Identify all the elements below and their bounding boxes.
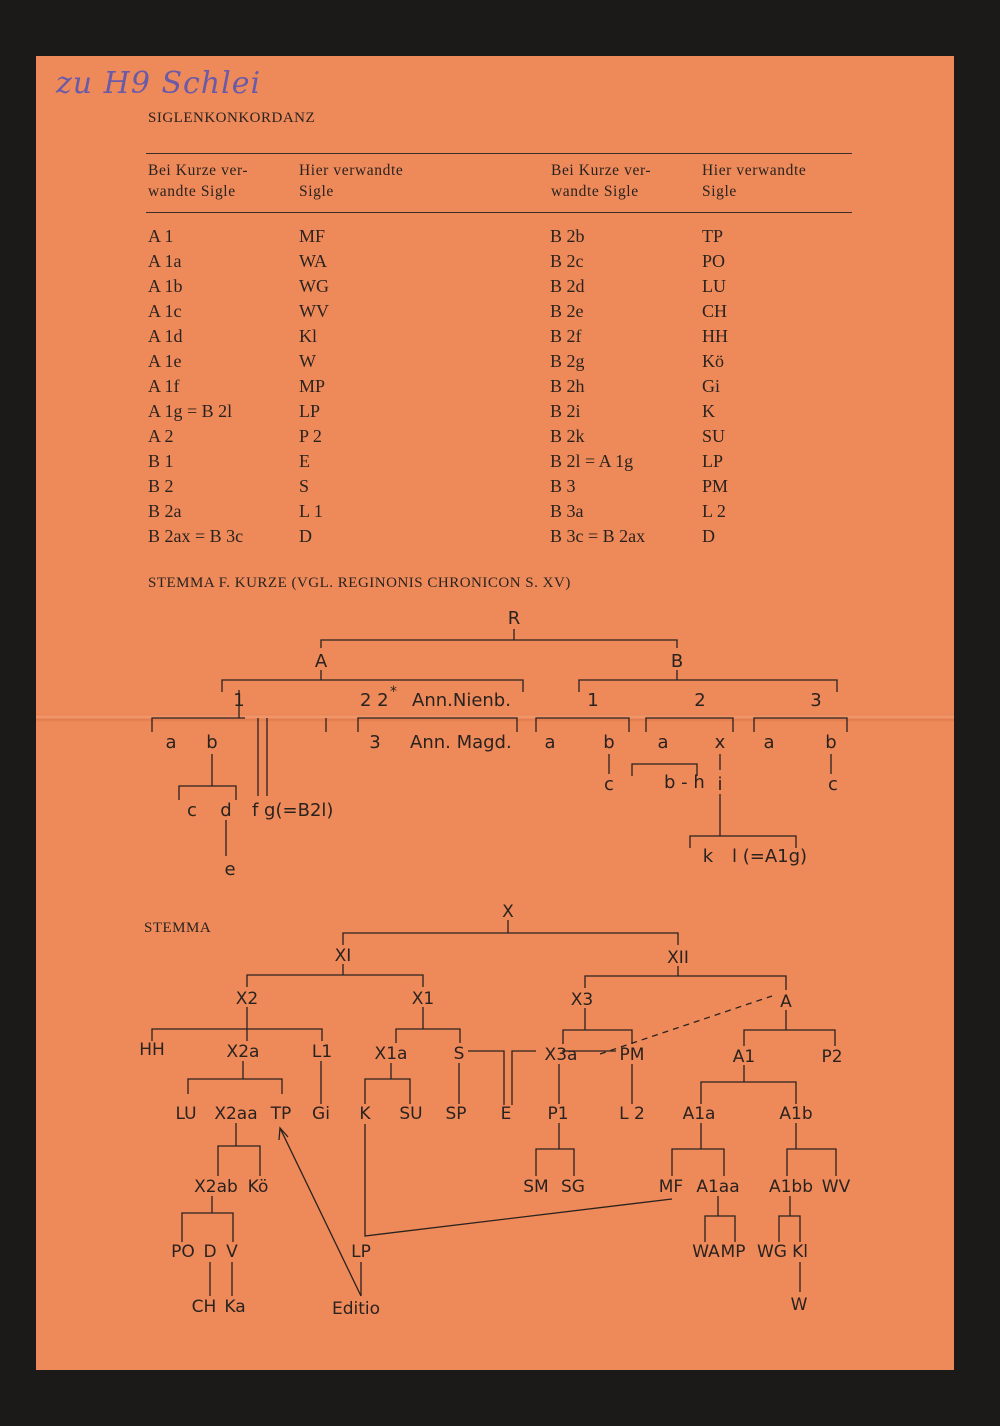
node-P1: P1 <box>547 1104 569 1124</box>
table-cell: A 2 <box>148 426 174 446</box>
table-cell: WA <box>299 251 327 271</box>
node-A1a: A1a <box>682 1104 716 1124</box>
node-c: c <box>187 800 197 821</box>
node-X: X <box>502 902 514 922</box>
table-cell: Kl <box>299 326 317 346</box>
table-cell: B 2i <box>550 401 581 421</box>
table-cell: MF <box>299 226 326 246</box>
node-Gi: Gi <box>312 1104 330 1124</box>
table-cell: LP <box>702 451 724 471</box>
siglen-title: SIGLENKONKORDANZ <box>148 110 316 126</box>
table-cell: Gi <box>702 376 720 396</box>
node-b1-b: b <box>603 732 615 753</box>
table-cell: PO <box>702 251 726 271</box>
node-a1-b: b <box>206 732 218 753</box>
table-cell: A 1b <box>148 276 183 296</box>
node-i: i <box>717 774 723 795</box>
table-cell: Kö <box>702 351 724 371</box>
node-X1a: X1a <box>374 1044 408 1064</box>
node-SP: SP <box>445 1104 467 1124</box>
node-Kl: Kl <box>792 1242 808 1262</box>
table-cell: A 1c <box>148 301 182 321</box>
table-cell: B 2ax = B 3c <box>148 526 244 546</box>
node-k: k <box>702 846 714 867</box>
node-l: l (=A1g) <box>732 846 808 867</box>
node-WG: WG <box>757 1242 787 1262</box>
table-cell: L 2 <box>702 501 726 521</box>
node-X3: X3 <box>570 990 594 1010</box>
node-X2: X2 <box>235 989 259 1009</box>
node-PO: PO <box>171 1242 195 1262</box>
node-XI: XI <box>334 946 352 966</box>
node-R: R <box>507 608 521 629</box>
node-X1: X1 <box>411 989 435 1009</box>
node-b2-a: a <box>657 732 669 753</box>
table-cell: B 2e <box>550 301 584 321</box>
node-HH: HH <box>139 1040 165 1060</box>
table-cell: B 3 <box>550 476 576 496</box>
node-WV: WV <box>821 1177 851 1197</box>
node-A-1: 1 <box>233 690 245 711</box>
table-cell: B 2k <box>550 426 585 446</box>
node-X2a: X2a <box>226 1042 260 1062</box>
table-cell: B 2g <box>550 351 585 371</box>
node-LU: LU <box>175 1104 197 1124</box>
table-cell: L 1 <box>299 501 323 521</box>
node-b3-c: c <box>828 774 838 795</box>
node-b1-c: c <box>604 774 614 795</box>
node-Ko: Kö <box>247 1177 269 1197</box>
node-D: D <box>203 1242 217 1262</box>
table-cell: E <box>299 451 310 471</box>
node-A1b: A1b <box>779 1104 813 1124</box>
table-cell: A 1 <box>148 226 174 246</box>
table-cell: A 1f <box>148 376 180 396</box>
header-right-hier: Hier verwandte Sigle <box>702 162 807 200</box>
table-cell: A 1d <box>148 326 183 346</box>
node-S: S <box>453 1044 465 1064</box>
node-XII: XII <box>667 948 689 968</box>
node-B-1: 1 <box>587 690 599 711</box>
table-cell: S <box>299 476 310 496</box>
node-A1aa: A1aa <box>696 1177 740 1197</box>
table-cell: B 1 <box>148 451 174 471</box>
table-cell: B 2l = A 1g <box>550 451 634 471</box>
table-cell: B 2d <box>550 276 585 296</box>
node-B-3: 3 <box>810 690 822 711</box>
node-SG: SG <box>561 1177 585 1197</box>
node-P2: P2 <box>821 1047 843 1067</box>
node-d: d <box>220 800 232 821</box>
node-X2aa: X2aa <box>214 1104 258 1124</box>
node-L1: L1 <box>311 1042 333 1062</box>
table-cell: P 2 <box>299 426 322 446</box>
node-MP: MP <box>720 1242 746 1262</box>
header-right-kurze: Bei Kurze ver- wandte Sigle <box>551 162 652 200</box>
node-X2ab: X2ab <box>194 1177 238 1197</box>
node-B: B <box>670 651 684 672</box>
node-CH: CH <box>191 1297 217 1317</box>
table-cell: HH <box>702 326 728 346</box>
node-fg: f g(=B2l) <box>252 800 334 821</box>
table-cell: B 2h <box>550 376 585 396</box>
handwritten-annotation: zu H9 Schlei <box>56 66 262 101</box>
node-e: e <box>224 859 236 880</box>
stemma2-title: STEMMA <box>144 920 212 936</box>
table-cell: LU <box>702 276 726 296</box>
table-cell: D <box>702 526 715 546</box>
table-cell: B 2f <box>550 326 582 346</box>
table-cell: PM <box>702 476 729 496</box>
table-cell: B 3a <box>550 501 584 521</box>
header-left-hier: Hier verwandte Sigle <box>299 162 404 200</box>
table-cell: MP <box>299 376 326 396</box>
table-cell: W <box>299 351 316 371</box>
header-left-kurze: Bei Kurze ver- wandte Sigle <box>148 162 249 200</box>
node-ann-nienb: Ann.Nienb. <box>412 690 511 711</box>
node-b3-b: b <box>825 732 837 753</box>
node-X3a: X3a <box>544 1045 578 1065</box>
node-WA: WA <box>692 1242 720 1262</box>
node-ann-magd: Ann. Magd. <box>410 732 512 753</box>
node-K: K <box>359 1104 371 1124</box>
node-V: V <box>226 1242 238 1262</box>
node-A1: A1 <box>732 1047 756 1067</box>
table-cell: A 1a <box>148 251 182 271</box>
table-cell: A 1g = B 2l <box>148 401 233 421</box>
table-cell: B 2 <box>148 476 174 496</box>
node-E: E <box>500 1104 512 1124</box>
node-b3-a: a <box>763 732 775 753</box>
node-MF: MF <box>658 1177 684 1197</box>
table-cell: B 2b <box>550 226 585 246</box>
table-cell: CH <box>702 301 728 321</box>
node-LP: LP <box>351 1242 371 1262</box>
table-cell: B 2c <box>550 251 584 271</box>
table-cell: SU <box>702 426 726 446</box>
node-TP: TP <box>270 1104 292 1124</box>
table-cell: B 2a <box>148 501 182 521</box>
node-W: W <box>790 1295 808 1315</box>
node-Ka: Ka <box>224 1297 246 1317</box>
table-cell: A 1e <box>148 351 182 371</box>
node-A: A <box>780 992 792 1012</box>
node-B-2: 2 <box>694 690 706 711</box>
table-cell: B 3c = B 2ax <box>550 526 646 546</box>
stemma1-title: STEMMA F. KURZE (VGL. REGINONIS CHRONICON S. XV) <box>148 575 571 591</box>
node-L2: L 2 <box>619 1104 645 1124</box>
node-b2-x: x <box>714 732 726 753</box>
node-Editio: Editio <box>331 1299 381 1319</box>
stemma-kurze-diagram <box>36 56 954 1370</box>
table-cell: WV <box>299 301 329 321</box>
node-A1bb: A1bb <box>768 1177 814 1197</box>
node-SU: SU <box>399 1104 423 1124</box>
node-a1-a: a <box>165 732 177 753</box>
node-PM: PM <box>619 1045 645 1065</box>
node-b-h: b - h <box>664 772 705 793</box>
table-cell: D <box>299 526 312 546</box>
node-A-star: * <box>390 684 397 700</box>
table-cell: LP <box>299 401 321 421</box>
node-SM: SM <box>523 1177 549 1197</box>
node-three: 3 <box>369 732 381 753</box>
node-b1-a: a <box>544 732 556 753</box>
document-sheet <box>36 56 954 1370</box>
table-cell: WG <box>299 276 329 296</box>
table-cell: K <box>702 401 715 421</box>
table-cell: TP <box>702 226 724 246</box>
node-A: A <box>314 651 328 672</box>
node-A-22: 2 2 <box>360 690 389 711</box>
